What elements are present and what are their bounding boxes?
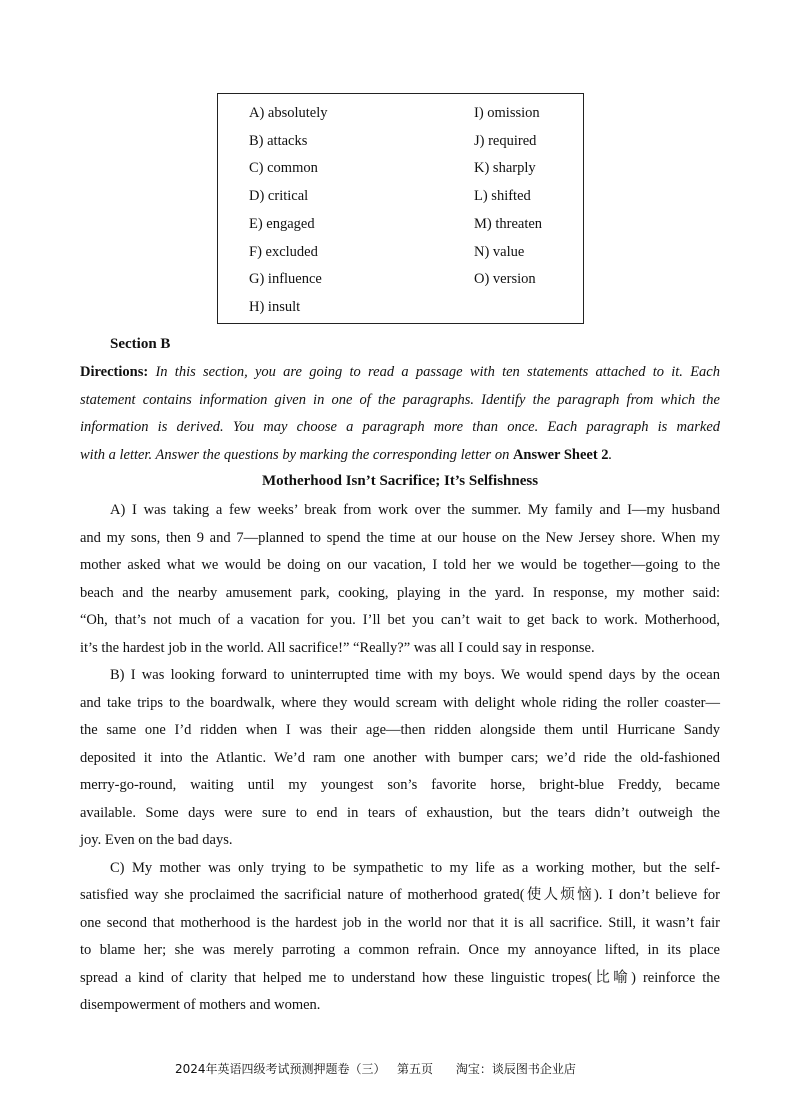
paragraph-line: and take trips to the boardwalk, where they would scream with delight whole riding the roller coaster— bbox=[80, 694, 720, 711]
word-option: J) required bbox=[474, 132, 537, 149]
word-option: N) value bbox=[474, 243, 525, 260]
paragraph-line: C) My mother was only trying to be sympathetic to my life as a working mother, but the self- bbox=[110, 859, 720, 876]
paragraph-line: B) I was looking forward to uninterrupted time with my boys. We would spend days by the ocean bbox=[110, 667, 720, 683]
paragraph-line: joy. Even on the bad days. bbox=[80, 832, 233, 848]
word-option: B) attacks bbox=[249, 132, 308, 149]
paragraph-line: disempowerment of mothers and women. bbox=[80, 997, 321, 1013]
word-option: G) influence bbox=[249, 271, 322, 288]
word-option: H) insult bbox=[249, 298, 301, 315]
directions-line: statement contains information given in one of the paragraphs. Identify the paragraph from which the bbox=[80, 391, 720, 408]
paragraph-line: merry-go-round, waiting until my youngest son’s favorite horse, bright-blue Freddy, became bbox=[80, 777, 720, 793]
paragraph-line: “Oh, that’s not much of a vacation for you. I’ll bet you can’t wait to get back to work. Motherhood, bbox=[80, 612, 720, 628]
paragraph-line: one second that motherhood is the hardest job in the world nor that it is all sacrifice. Still, it wasn’t fair bbox=[80, 914, 720, 931]
passage-body bbox=[80, 497, 720, 1020]
paragraph-line: spread a kind of clarity that helped me to understand how these linguistic tropes(比喻) reinforce the bbox=[80, 969, 720, 986]
word-option: K) sharply bbox=[474, 160, 536, 177]
paragraph-b bbox=[80, 662, 720, 855]
paragraph-line: A) I was taking a few weeks’ break from work over the summer. My family and I—my husband bbox=[110, 502, 720, 518]
directions-label: Directions: bbox=[80, 364, 149, 380]
page-footer: 2024年英语四级考试预测押题卷（三） 第五页 淘宝：谈辰图书企业店 bbox=[175, 1062, 576, 1076]
paragraph-line: the same one I’d ridden when I was their age—then ridden alongside them until Hurricane Sandy bbox=[80, 722, 720, 738]
directions-line: In this section, you are going to read a passage with ten statements attached to it. Each bbox=[148, 364, 720, 380]
word-option: L) shifted bbox=[474, 188, 531, 205]
word-option: C) common bbox=[249, 160, 318, 177]
paragraph-c bbox=[80, 855, 720, 1020]
word-option: D) critical bbox=[249, 188, 309, 205]
word-option: E) engaged bbox=[249, 215, 315, 232]
passage-title: Motherhood Isn’t Sacrifice; It’s Selfishness bbox=[261, 473, 539, 489]
answer-sheet-ref: Answer Sheet 2 bbox=[512, 446, 609, 463]
paragraph-line: mother asked what we would be doing on our vacation, I told her we would be together—going to the bbox=[80, 557, 720, 573]
word-option: I) omission bbox=[474, 105, 540, 121]
paragraph-line: and my sons, then 9 and 7—planned to spend the time at our house on the New Jersey shore. When my bbox=[80, 529, 720, 546]
paragraph-line: available. Some days were sure to end in tears of exhaustion, but the tears didn’t outweigh the bbox=[80, 804, 720, 821]
word-option: O) version bbox=[474, 271, 536, 288]
paragraph-line: to blame her; she was merely parroting a common refrain. Once my annoyance lifted, in its place bbox=[80, 942, 720, 958]
paragraph-line: it’s the hardest job in the world. All sacrifice!” “Really?” was all I could say in response. bbox=[80, 639, 595, 656]
word-option: M) threaten bbox=[474, 215, 543, 232]
word-bank-box bbox=[217, 93, 584, 324]
directions bbox=[80, 359, 720, 469]
section-heading: Section B bbox=[110, 336, 171, 352]
paragraph-line: satisfied way she proclaimed the sacrificial nature of motherhood grated(使人烦恼). I don’t believe for bbox=[80, 887, 720, 903]
paragraph-line: deposited it into the Atlantic. We’d ram one another with bumper cars; we’d ride the old-fashioned bbox=[80, 749, 720, 766]
directions-end: . bbox=[608, 446, 613, 463]
paragraph-a bbox=[80, 497, 720, 662]
directions-line: information is derived. You may choose a paragraph more than once. Each paragraph is marked bbox=[80, 419, 720, 435]
directions-line: with a letter. Answer the questions by marking the corresponding letter on bbox=[80, 446, 513, 463]
word-option: F) excluded bbox=[249, 243, 318, 260]
word-option: A) absolutely bbox=[249, 105, 328, 121]
paragraph-line: beach and the nearby amusement park, cooking, playing in the yard. In response, my mother said: bbox=[80, 584, 720, 601]
